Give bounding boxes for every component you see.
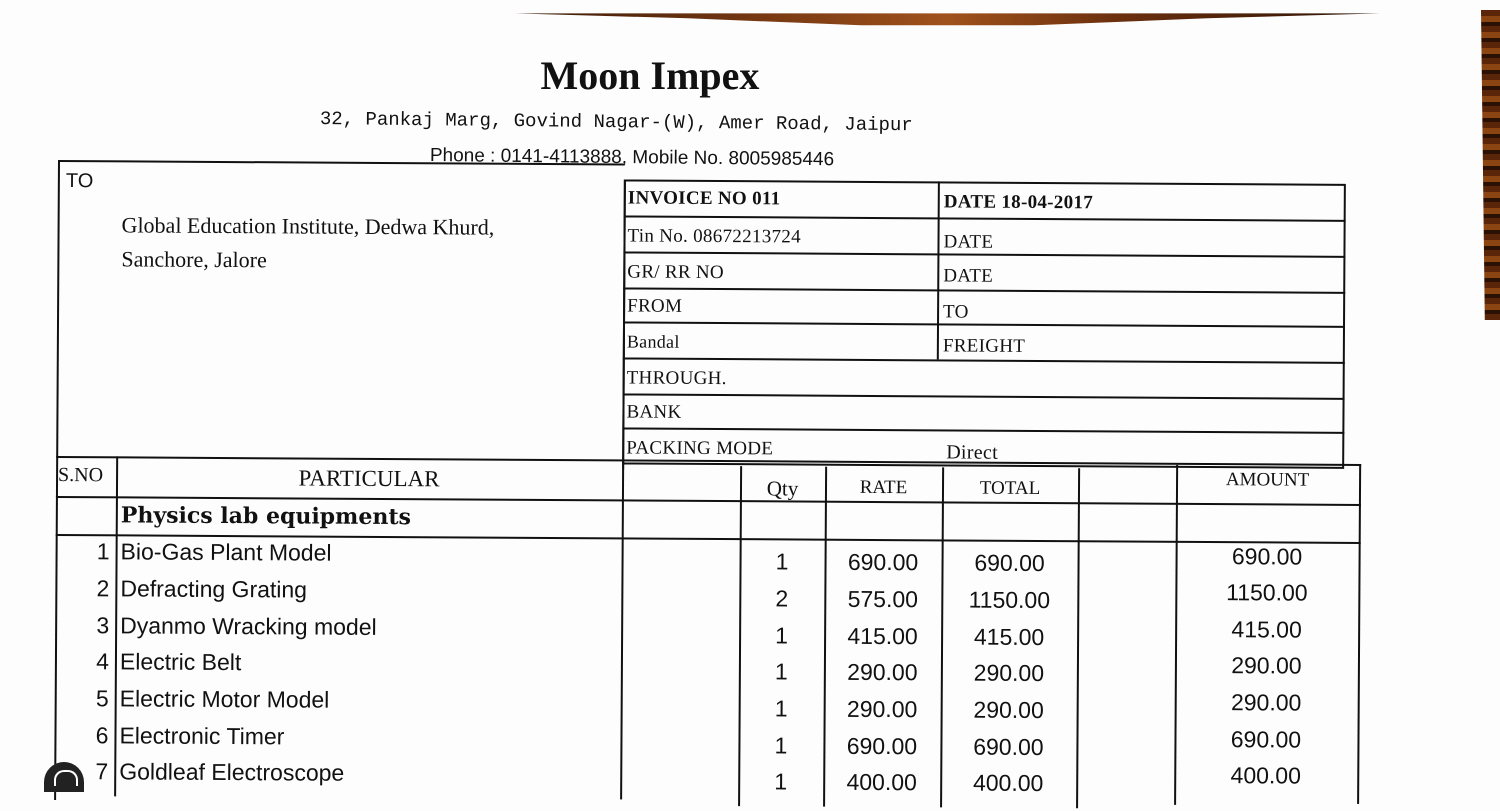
row-qty: 1 <box>775 548 789 575</box>
row-qty: 1 <box>774 732 788 759</box>
row-rate: 690.00 <box>846 732 918 760</box>
tin-number: Tin No. 08672213724 <box>627 225 801 248</box>
row-rate: 290.00 <box>847 658 918 686</box>
invoice-number <box>628 187 781 210</box>
header-rate: RATE <box>859 476 908 499</box>
row-amount: 690.00 <box>1231 543 1303 570</box>
row-total: 400.00 <box>972 769 1044 797</box>
row-particular: Defracting Grating <box>120 575 308 603</box>
row-rate: 575.00 <box>847 585 919 613</box>
to-label: TO <box>65 170 94 193</box>
row-rate: 690.00 <box>847 548 919 576</box>
row-particular: Bio-Gas Plant Model <box>120 538 332 566</box>
company-name: Moon Impex <box>540 53 760 98</box>
row-particular: Electronic Timer <box>119 722 285 750</box>
recipient-line-1: Global Education Institute, Dedwa Khurd, <box>121 212 495 240</box>
row-total: 690.00 <box>973 733 1044 761</box>
row-sno: 4 <box>96 648 110 675</box>
invoice-number-text: INVOICE NO 011 <box>627 187 781 210</box>
section-title: Physics lab equipments <box>120 502 411 531</box>
frame-top-left <box>58 160 624 165</box>
invoice-date <box>944 191 1093 214</box>
col-divider <box>114 456 118 796</box>
header-particular: PARTICULAR <box>298 465 440 492</box>
packing-mode-label: PACKING MODE <box>626 437 774 460</box>
company-address: 32, Pankaj Marg, Govind Nagar-(W), Amer Road, Jaipur <box>319 108 913 137</box>
row-total: 1150.00 <box>968 586 1051 614</box>
row-sno: 2 <box>96 575 110 602</box>
row-qty: 1 <box>774 695 788 722</box>
row-total: 415.00 <box>973 623 1045 651</box>
row-sno: 7 <box>95 758 109 785</box>
freight-label: FREIGHT <box>942 335 1026 357</box>
row-rate: 400.00 <box>846 768 917 796</box>
col-divider <box>620 459 624 799</box>
row-amount: 290.00 <box>1230 689 1302 716</box>
row-sno: 5 <box>95 685 109 712</box>
row-sno: 3 <box>96 612 110 639</box>
recipient-line-2: Sanchore, Jalore <box>121 246 267 273</box>
row-rate: 290.00 <box>846 695 918 723</box>
row-total: 290.00 <box>973 696 1044 724</box>
header-amount: AMOUNT <box>1225 469 1310 491</box>
row-qty: 1 <box>775 622 789 649</box>
row-amount: 400.00 <box>1230 762 1302 789</box>
row-total: 690.00 <box>974 549 1045 577</box>
header-qty: Qty <box>766 476 799 501</box>
to-dest-label: TO <box>943 301 969 323</box>
row-sno: 6 <box>95 722 109 749</box>
row-rate: 415.00 <box>847 622 918 650</box>
row-qty: 1 <box>774 768 788 795</box>
row-qty: 2 <box>775 585 789 612</box>
date-label-3: DATE <box>943 265 994 287</box>
row-particular: Electric Motor Model <box>119 685 330 713</box>
company-phone: Phone : 0141-4113888, Mobile No. 8005985446 <box>429 145 835 171</box>
header-total: TOTAL <box>979 477 1041 499</box>
row-particular: Electric Belt <box>119 648 242 676</box>
row-amount: 1150.00 <box>1226 579 1308 606</box>
row-amount: 290.00 <box>1231 652 1302 679</box>
date-label-2: DATE <box>943 231 994 253</box>
row-qty: 1 <box>774 658 788 685</box>
row-particular: Goldleaf Electroscope <box>119 758 345 786</box>
row-sno: 1 <box>96 538 110 565</box>
from-label: FROM <box>627 295 683 317</box>
row-particular: Dyanmo Wracking model <box>120 612 377 640</box>
header-sno: S.NO <box>58 463 104 487</box>
packing-mode-value: Direct <box>946 441 999 464</box>
row-total: 290.00 <box>973 659 1045 687</box>
through-label: THROUGH. <box>626 367 727 390</box>
gr-rr-no: GR/ RR NO <box>627 261 725 284</box>
row-amount: 415.00 <box>1231 616 1302 643</box>
bank-label: BANK <box>626 401 682 423</box>
from-value: Bandal <box>626 331 680 352</box>
invoice-date-text: DATE 18-04-2017 <box>943 191 1094 214</box>
row-amount: 690.00 <box>1230 726 1302 753</box>
